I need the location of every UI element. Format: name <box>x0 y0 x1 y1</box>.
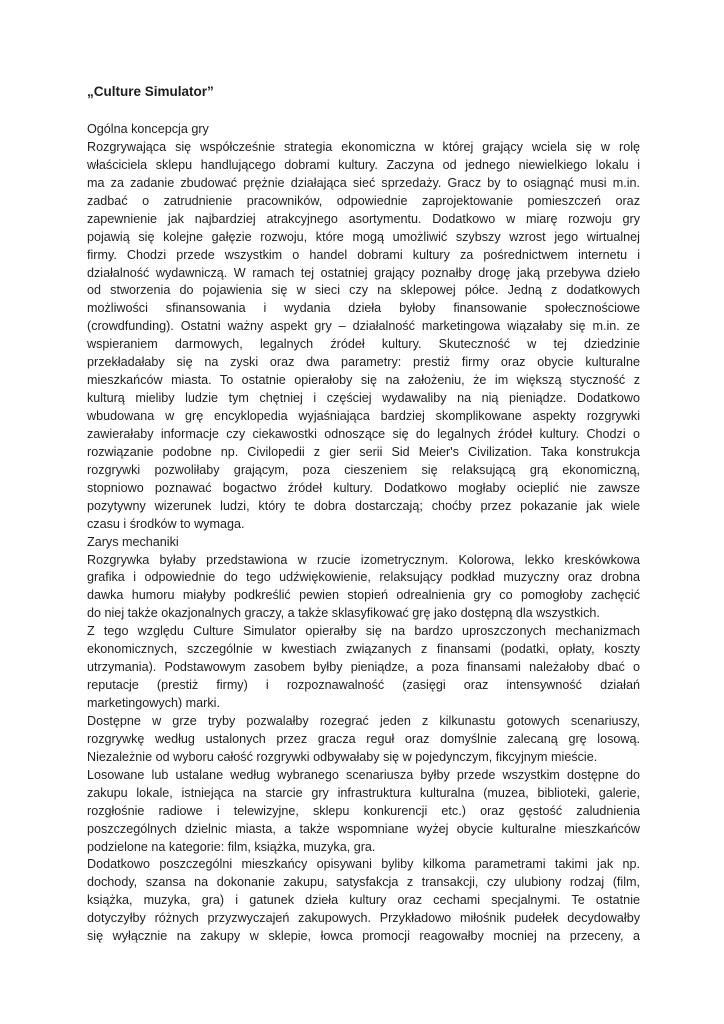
text-line: dochody, szansa na dokonanie zakupu, satysfakcja z transakcji, czy ulubiony rodzaj (film, <box>87 875 640 890</box>
text-line: marketingowych) marki. <box>87 696 220 710</box>
text-line: Losowane lub ustalane według wybranego scenariusza byłby przede wszystkim dostępne do <box>87 767 640 782</box>
text-line: mieszkańców miasta. To ostatnie opierałoby się na założeniu, że im większą styczność z <box>87 373 640 388</box>
text-line: Zarys mechaniki <box>87 534 179 549</box>
text-line: od stworzenia do pojawienia się w sieci czy na sklepowej półce. Jedną z dodatkowych <box>87 283 640 298</box>
text-line: do niej także okazjonalnych graczy, a także sklasyfikować grę jako dostępną dla wszystkich. <box>87 606 600 621</box>
text-line: zadbać o zatrudnienie pracowników, odpowiednie zaprojektowanie pomieszczeń oraz <box>87 193 640 208</box>
text-line: dotyczyłby różnych przyzwyczajeń zakupowych. Przykładowo miłośnik pudełek decydowałby <box>87 911 640 926</box>
text-line: Rozgrywka byłaby przedstawiona w rzucie izometrycznym. Kolorowa, lekko kreskówkowa <box>87 552 640 567</box>
text-line: pojawią się kolejne gałęzie rozwoju, które mogą umożliwić szybszy wzrost jego wirtualnej <box>87 229 640 244</box>
document-title: „Culture Simulator” <box>87 84 214 99</box>
document-body <box>87 121 640 946</box>
text-line: Z tego względu Culture Simulator opierałby się na bardzo uproszczonych mechanizmach <box>87 624 640 639</box>
text-line: pozytywny wizerunek ludzi, który te dobra dostarczają; choćby przez pokazanie jak wiele <box>87 498 640 513</box>
text-line: Rozgrywająca się współcześnie strategia ekonomiczna w której grający wciela się w rolę <box>87 139 640 154</box>
text-line: ekonomicznych, szczególnie w kwestiach związanych z finansami (podatki, opłaty, koszty <box>87 642 640 657</box>
text-line: utrzymania). Podstawowym zasobem byłby pieniądze, a poza finansami należałoby dbać o <box>87 660 640 675</box>
text-line: wbudowana w grę encyklopedia wyjaśniająca bardziej skomplikowane aspekty rozgrywki <box>87 409 640 423</box>
text-line: ma za zadanie zbudować prężnie działająca sieć sprzedaży. Gracz by to osiągnąć musi m.in. <box>87 175 640 190</box>
text-line: działalność wydawniczą. W ramach tej ostatniej grający poznałby drogę jaką przebywa dzieło <box>87 265 640 280</box>
text-line: książka, muzyka, gra) i gatunek dzieła kultury oraz cechami specjalnymi. Te ostatnie <box>87 893 640 908</box>
text-line: się wyłącznie na zakupy w sklepie, łowca promocji reagowałby mocniej na przeceny, a <box>87 929 640 944</box>
text-line: dawka humoru miałyby podkreślić pewien stopień odrealnienia gry co pomogłoby zachęcić <box>87 588 640 603</box>
text-line: Dostępne w grze tryby pozwalałby rozegrać jeden z kilkunastu gotowych scenariuszy, <box>87 713 640 728</box>
text-line: stopniowo poznawać bogactwo źródeł kultury. Dodatkowo mogłaby ocieplić nie zawsze <box>87 480 640 495</box>
text-line: czasu i środków to wymaga. <box>87 516 245 531</box>
text-line: Niezależnie od wyboru całość rozgrywki odbywałaby się w pojedynczym, fikcyjnym mieście. <box>87 749 598 764</box>
text-line: właściciela sklepu handlującego dobrami kultury. Zaczyna od jednego niewielkiego lokalu i <box>87 157 640 172</box>
text-line: Dodatkowo poszczególni mieszkańcy opisywani byliby kilkoma parametrami takimi jak np. <box>87 857 640 872</box>
text-line: podzielone na kategorie: film, książka, muzyka, gra. <box>87 839 376 854</box>
text-line: grafika i odpowiednie do tego udźwiękowienie, relaksujący podkład muzyczny oraz drobna <box>87 570 640 585</box>
text-line: Ogólna koncepcja gry <box>87 122 209 136</box>
text-line: zawierałaby informacje czy ciekawostki odnoszące się do legalnych źródeł kultury. Chodzi o <box>87 426 640 441</box>
text-line: (crowdfunding). Ostatni ważny aspekt gry – działalność marketingowa wiązałaby się m.in. ze <box>87 319 640 334</box>
text-line: rozgrywki pozwoliłaby grającym, poza cieszeniem się relaksującą grą ekonomiczną, <box>87 462 640 477</box>
text-line: przekładałaby się na zyski oraz dwa parametry: prestiż firmy oraz obycie kulturalne <box>87 355 640 370</box>
text-line: wspieraniem darmowych, legalnych źródeł kultury. Skuteczność w tej dziedzinie <box>87 337 640 352</box>
text-line: zapewnienie jak najbardziej atrakcyjnego asortymentu. Dodatkowo w miarę rozwoju gry <box>87 211 640 226</box>
text-line: rozgłośnie radiowe i telewizyjne, sklepu konkurencji etc.) oraz gęstość zaludnienia <box>87 803 640 818</box>
text-line: reputacje (prestiż firmy) i rozpoznawalność (zasięgi oraz intensywność działań <box>87 678 640 693</box>
text-line: zakupu lokale, istniejąca na starcie gry infrastruktura kulturalna (muzea, biblioteki, galerie, <box>87 785 640 800</box>
text-line: rozwiązanie podobne np. Civilopedii z gier serii Sid Meier's Civilization. Taka konstrukcja <box>87 444 640 459</box>
text-line: rozgrywkę według ustalonych przez gracza reguł oraz domyślnie zalecaną grę losową. <box>87 731 640 746</box>
text-line: firmy. Chodzi przede wszystkim o handel dobrami kultury za pośrednictwem internetu i <box>87 247 640 262</box>
text-line: poszczególnych dzielnic miasta, a także wspomniane wyżej obycie kulturalne mieszkańców <box>87 821 640 836</box>
text-line: kulturą mieliby ludzie tym chętniej i częściej wydawaliby na nią pieniądze. Dodatkowo <box>87 391 640 406</box>
document-page <box>87 82 640 946</box>
text-line: możliwości sfinansowania i wydania dzieła byłoby finansowanie społecznościowe <box>87 301 640 316</box>
